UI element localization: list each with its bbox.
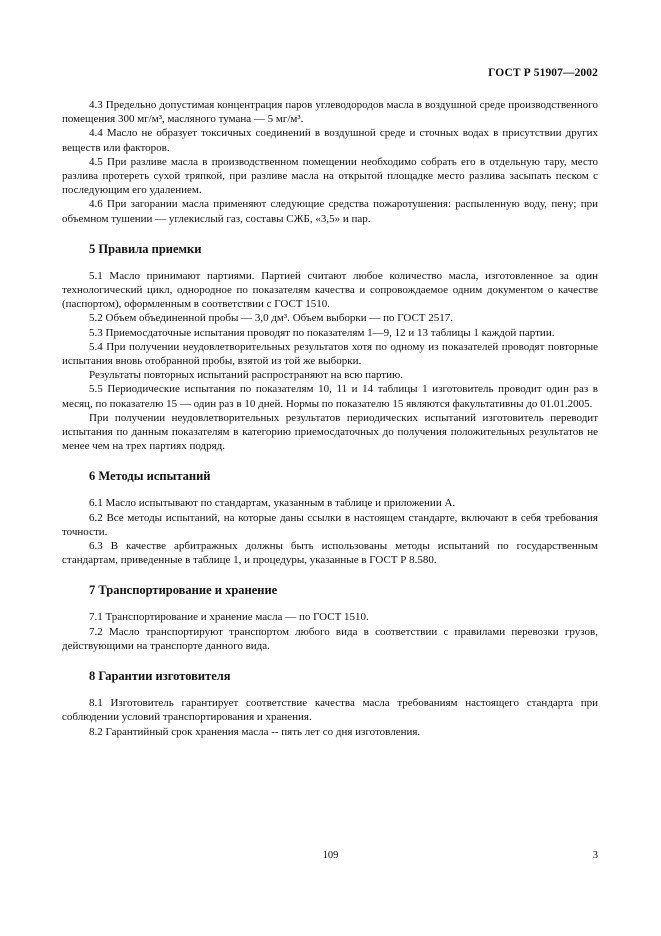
section-5-heading: 5 Правила приемки bbox=[89, 241, 202, 256]
paragraph-5-4-note: Результаты повторных испытаний распространяют на всю партию. bbox=[89, 369, 403, 382]
paragraph-7-1: 7.1 Транспортирование и хранение масла — по ГОСТ 1510. bbox=[89, 611, 369, 624]
paragraph-4-4: 4.4 Масло не образует токсичных соединений в воздушной среде и сточных водах в присутствии других веществ или факторов. bbox=[62, 127, 598, 154]
paragraph-5-4: 5.4 При получении неудовлетворительных результатов хотя по одному из показателей проводят повторные испытания вновь отобранной пробы, взятой из той же выборки. bbox=[62, 340, 598, 368]
section-8-heading: 8 Гарантии изготовителя bbox=[89, 669, 231, 684]
page-number-right: 3 bbox=[592, 850, 598, 861]
paragraph-5-5-note: При получении неудовлетворительных результатов периодических испытаний изготовитель переводит испытания по данным показателям в категорию приемосдаточных до получения положительных результатов не менее чем на трех партиях подряд. bbox=[62, 411, 598, 453]
paragraph-5-5: 5.5 Периодические испытания по показателям 10, 11 и 14 таблицы 1 изготовитель проводит один раз в месяц, по показателю 15 — один раз в 10 дней. Нормы по показателю 15 являются факультативны до 01.01.2005. bbox=[62, 383, 598, 410]
paragraph-6-3: 6.3 В качестве арбитражных должны быть использованы методы испытаний по государственным стандартам, приведенные в таблице 1, и процедуры, указанные в ГОСТ Р 8.580. bbox=[62, 540, 598, 567]
paragraph-4-6: 4.6 При загорании масла применяют следующие средства пожаротушения: распыленную воду, пену; при объемном тушении — углекислый газ, составы СЖБ, «3,5» и пар. bbox=[62, 198, 598, 225]
paragraph-5-3: 5.3 Приемосдаточные испытания проводят по показателям 1—9, 12 и 13 таблицы 1 каждой партии. bbox=[89, 326, 555, 339]
paragraph-6-2: 6.2 Все методы испытаний, на которые даны ссылки в настоящем стандарте, включают в себя требования точности. bbox=[62, 511, 598, 538]
paragraph-4-3: 4.3 Предельно допустимая концентрация паров углеводородов масла в воздушной среде производственного помещения 300 мг/м³, масляного тумана — 5 мг/м³. bbox=[62, 99, 598, 126]
section-7-heading: 7 Транспортирование и хранение bbox=[89, 583, 278, 598]
paragraph-6-1: 6.1 Масло испытывают по стандартам, указанным в таблице и приложении А. bbox=[89, 497, 456, 510]
standard-number-header: ГОСТ Р 51907—2002 bbox=[488, 67, 598, 79]
paragraph-8-2: 8.2 Гарантийный срок хранения масла -- пять лет со дня изготовления. bbox=[89, 725, 421, 738]
paragraph-5-1: 5.1 Масло принимают партиями. Партией считают любое количество масла, изготовленное за один технологический цикл, однородное по показателям качества и сопровождаемое одним документом о качестве (паспортом), оформленным в соответствии с ГОСТ 1510. bbox=[62, 269, 598, 311]
paragraph-5-2: 5.2 Объем объединенной пробы — 3,0 дм³. Объем выборки — по ГОСТ 2517. bbox=[89, 312, 454, 325]
section-6-heading: 6 Методы испытаний bbox=[89, 469, 211, 484]
document-body bbox=[62, 98, 598, 739]
page-number-center: 109 bbox=[322, 850, 339, 861]
paragraph-8-1: 8.1 Изготовитель гарантирует соответствие качества масла требованиям настоящего стандарта при соблюдении условий транспортирования и хранения. bbox=[62, 697, 598, 724]
paragraph-4-5: 4.5 При разливе масла в производственном помещении необходимо собрать его в отдельную тару, место разлива протереть сухой тряпкой, при разливе масла на открытой площадке место разлива засыпать песком с последующим его удалением. bbox=[62, 155, 598, 197]
paragraph-7-2: 7.2 Масло транспортируют транспортом любого вида в соответствии с правилами перевозки грузов, действующими на транспорте данного вида. bbox=[62, 625, 598, 652]
